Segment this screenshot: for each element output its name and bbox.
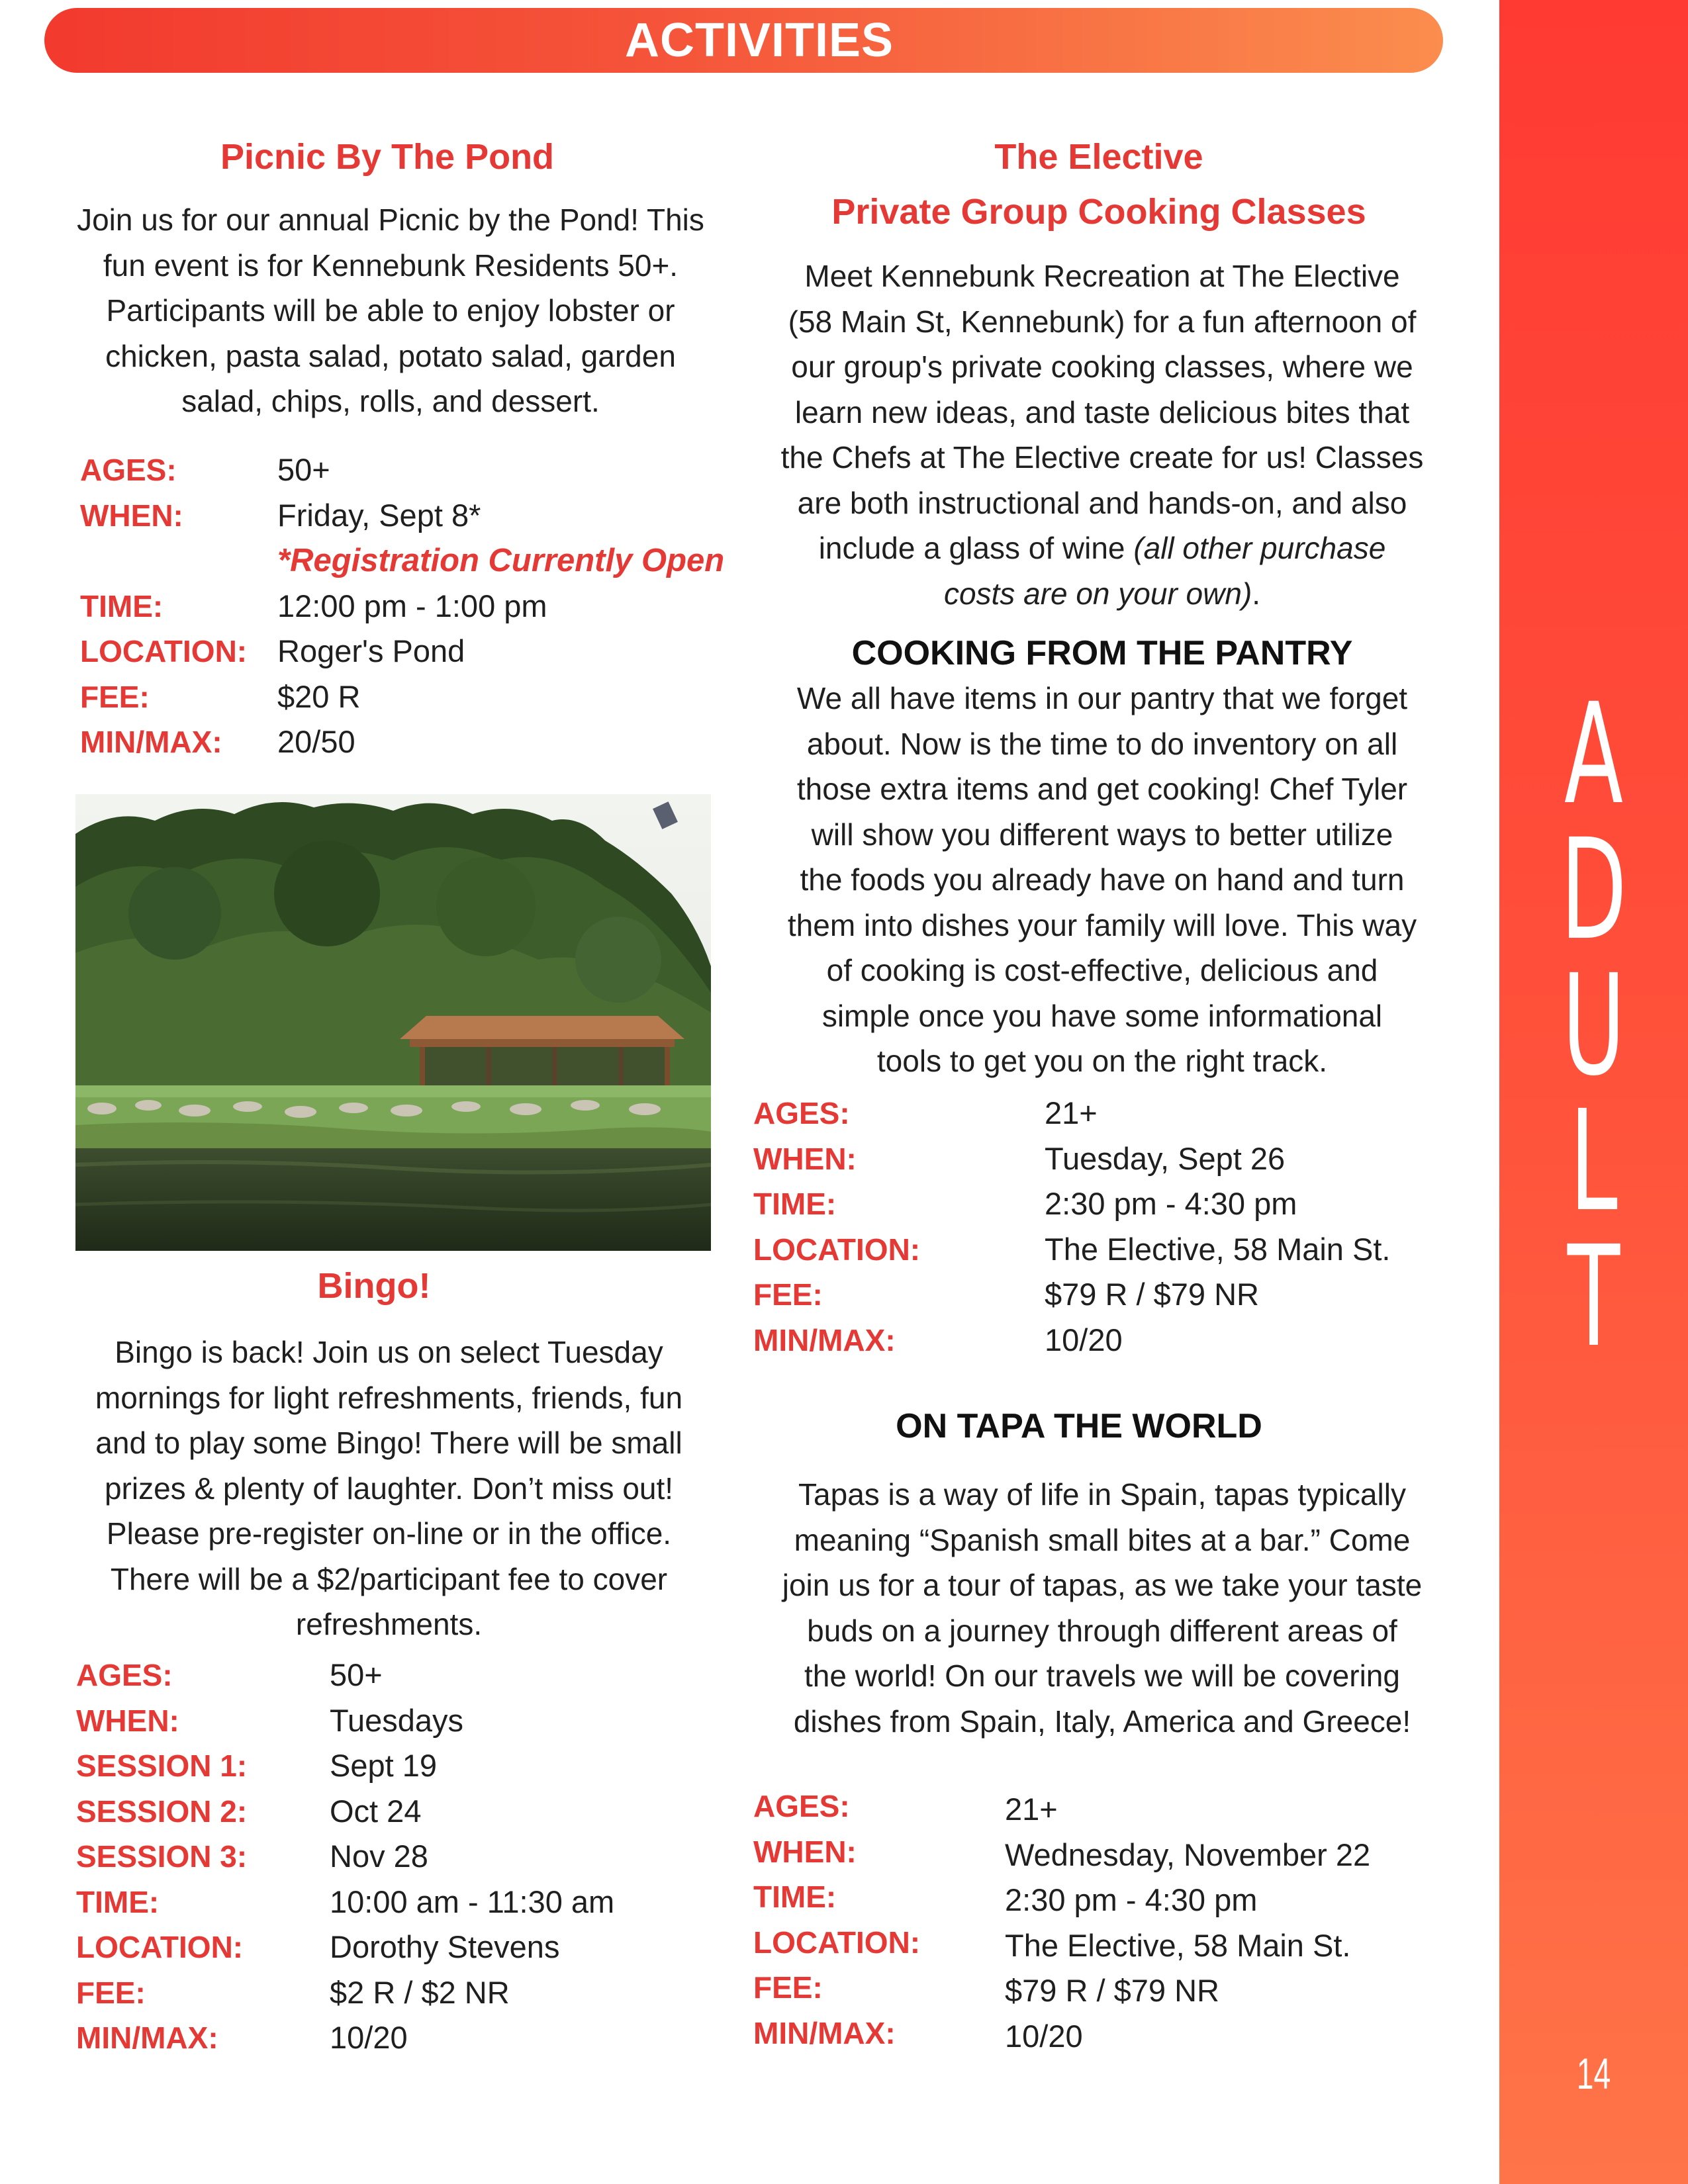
sidebar-letter: A: [1564, 673, 1624, 835]
detail-value: Oct 24: [330, 1793, 422, 1829]
detail-label: AGES:: [753, 1096, 850, 1130]
detail-value: 21+: [1045, 1095, 1098, 1130]
detail-value: 10:00 am - 11:30 am: [330, 1884, 615, 1919]
italic-note: costs are on your own): [943, 576, 1252, 611]
detail-label: AGES:: [76, 1658, 173, 1692]
detail-label: WHEN:: [753, 1834, 857, 1869]
bingo-description: [33, 1330, 745, 1647]
detail-label: [80, 538, 272, 584]
pantry-title: COOKING FROM THE PANTRY: [851, 634, 1353, 672]
text-line: learn new ideas, and taste delicious bites that: [794, 394, 1410, 430]
sidebar-letter: T: [1567, 1216, 1620, 1378]
detail-value: Wednesday, November 22: [1005, 1837, 1371, 1872]
tapa-title: ON TAPA THE WORLD: [896, 1407, 1262, 1445]
detail-label: MIN/MAX:: [76, 2021, 218, 2055]
detail-value: $20 R: [277, 678, 361, 714]
detail-label: LOCATION:: [76, 1930, 244, 1964]
text-line: them into dishes your family will love. This way: [787, 907, 1417, 942]
text-line: simple once you have some informational: [821, 998, 1383, 1033]
picnic-labels: [80, 447, 272, 765]
detail-label: LOCATION:: [753, 1925, 921, 1960]
detail-label: SESSION 3:: [76, 1839, 248, 1874]
text-line: salad, chips, rolls, and dessert.: [181, 384, 600, 418]
elective-title: The Elective: [994, 137, 1203, 177]
text-line: Tapas is a way of life in Spain, tapas typically: [798, 1477, 1406, 1512]
text-line: are both instructional and hands-on, and also: [797, 485, 1407, 520]
detail-label: TIME:: [76, 1884, 160, 1919]
picnic-title: Picnic By The Pond: [220, 137, 555, 177]
text-line: of cooking is cost-effective, delicious and: [826, 953, 1378, 987]
detail-value: The Elective, 58 Main St.: [1045, 1231, 1391, 1267]
text-line: buds on a journey through different areas of: [807, 1613, 1397, 1648]
text-line: We all have items in our pantry that we forget: [796, 681, 1408, 715]
text-line: our group's private cooking classes, where we: [791, 349, 1413, 384]
picnic-description: [40, 197, 741, 424]
text-line: [738, 571, 1466, 617]
text-fragment: .: [1252, 576, 1261, 611]
detail-value: $79 R / $79 NR: [1045, 1277, 1259, 1312]
bingo-title: Bingo!: [317, 1266, 431, 1306]
detail-label: AGES:: [80, 453, 177, 487]
tapa-description: [735, 1472, 1470, 1744]
text-line: (58 Main St, Kennebunk) for a fun afternoon of: [788, 304, 1417, 339]
text-line: the foods you already have on hand and turn: [800, 862, 1405, 897]
detail-value: Nov 28: [330, 1839, 428, 1874]
detail-label: MIN/MAX:: [753, 1322, 896, 1357]
detail-value: Tuesdays: [330, 1702, 464, 1738]
text-line: Join us for our annual Picnic by the Pond! This: [77, 203, 704, 237]
text-line: Meet Kennebunk Recreation at The Elective: [804, 259, 1400, 293]
detail-label: WHEN:: [753, 1141, 857, 1176]
detail-label: MIN/MAX:: [80, 725, 222, 759]
text-line: those extra items and get cooking! Chef Tyler: [796, 772, 1408, 806]
text-line: [738, 525, 1466, 571]
detail-value: 50+: [277, 452, 330, 487]
text-line: about. Now is the time to do inventory on all: [806, 726, 1398, 761]
bingo-values: [330, 1653, 740, 2061]
elective-description: [738, 253, 1466, 616]
pond-photo-illustration: [75, 794, 711, 1251]
text-line: and to play some Bingo! There will be small: [95, 1426, 682, 1460]
detail-label: WHEN:: [76, 1703, 179, 1738]
detail-value: 10/20: [1005, 2018, 1083, 2054]
detail-value: $79 R / $79 NR: [1005, 1973, 1219, 2008]
detail-label: FEE:: [753, 1970, 823, 2005]
sidebar-letter: D: [1560, 809, 1627, 971]
detail-label: FEE:: [76, 1975, 146, 2010]
detail-value: Roger's Pond: [277, 633, 465, 668]
detail-value: Dorothy Stevens: [330, 1929, 560, 1964]
detail-value: Sept 19: [330, 1748, 438, 1783]
bingo-labels: [76, 1653, 314, 2061]
text-line: Participants will be able to enjoy lobster or: [106, 293, 675, 328]
pantry-labels: [753, 1091, 1005, 1363]
detail-value: 2:30 pm - 4:30 pm: [1005, 1882, 1258, 1917]
text-line: chicken, pasta salad, potato salad, garden: [105, 338, 676, 373]
detail-value: 21+: [1005, 1792, 1058, 1827]
detail-value: Tuesday, Sept 26: [1045, 1140, 1286, 1176]
detail-label: TIME:: [80, 588, 164, 623]
text-line: join us for a tour of tapas, as we take your taste: [782, 1568, 1423, 1602]
detail-label: SESSION 1:: [76, 1749, 248, 1783]
picnic-values: [277, 447, 741, 765]
detail-label: WHEN:: [80, 498, 183, 533]
registration-note: *Registration Currently Open: [277, 543, 725, 578]
text-line: the world! On our travels we will be covering: [804, 1659, 1400, 1693]
text-line: tools to get you on the right track.: [876, 1044, 1328, 1078]
detail-value: 10/20: [330, 2020, 408, 2055]
detail-value: 10/20: [1045, 1322, 1123, 1357]
text-line: dishes from Spain, Italy, America and Greece!: [793, 1704, 1411, 1739]
sidebar-letter: L: [1570, 1080, 1618, 1242]
sidebar-letter: U: [1562, 944, 1626, 1107]
detail-label: FEE:: [80, 679, 150, 714]
tapa-values: [1005, 1787, 1468, 2059]
text-line: Bingo is back! Join us on select Tuesday: [115, 1335, 663, 1369]
detail-label: MIN/MAX:: [753, 2015, 896, 2050]
text-line: will show you different ways to better utilize: [811, 817, 1393, 852]
detail-value: 2:30 pm - 4:30 pm: [1045, 1186, 1297, 1221]
page-number: 14: [1576, 2049, 1611, 2098]
detail-value: 20/50: [277, 724, 355, 759]
text-line: meaning “Spanish small bites at a bar.” Come: [794, 1522, 1411, 1557]
text-line: fun event is for Kennebunk Residents 50+.: [103, 248, 679, 283]
text-line: There will be a $2/participant fee to cover: [110, 1561, 668, 1596]
text-line: Please pre-register on-line or in the office.: [106, 1516, 672, 1551]
text-line: the Chefs at The Elective create for us! Classes: [780, 440, 1424, 475]
detail-value: 50+: [330, 1657, 383, 1692]
detail-label: AGES:: [753, 1789, 850, 1823]
pond-photo: [75, 794, 711, 1251]
text-fragment: include a glass of wine: [818, 531, 1134, 565]
pantry-description: [735, 676, 1470, 1084]
detail-label: LOCATION:: [753, 1232, 921, 1267]
text-line: mornings for light refreshments, friends, fun: [95, 1380, 683, 1415]
detail-value: Friday, Sept 8*: [277, 497, 481, 533]
detail-label: SESSION 2:: [76, 1794, 248, 1829]
pantry-values: [1045, 1091, 1468, 1363]
page-title: ACTIVITIES: [624, 14, 894, 67]
detail-label: LOCATION:: [80, 634, 248, 668]
detail-label: FEE:: [753, 1277, 823, 1312]
detail-value: 12:00 pm - 1:00 pm: [277, 588, 547, 623]
italic-note: (all other purchase: [1133, 531, 1386, 565]
detail-value: $2 R / $2 NR: [330, 1974, 510, 2010]
tapa-labels: [753, 1784, 1005, 2056]
elective-subtitle: Private Group Cooking Classes: [831, 192, 1366, 232]
text-line: prizes & plenty of laughter. Don’t miss out!: [104, 1471, 674, 1506]
detail-label: TIME:: [753, 1880, 837, 1914]
text-line: refreshments.: [295, 1607, 483, 1641]
detail-value: The Elective, 58 Main St.: [1005, 1927, 1351, 1963]
detail-label: TIME:: [753, 1187, 837, 1221]
